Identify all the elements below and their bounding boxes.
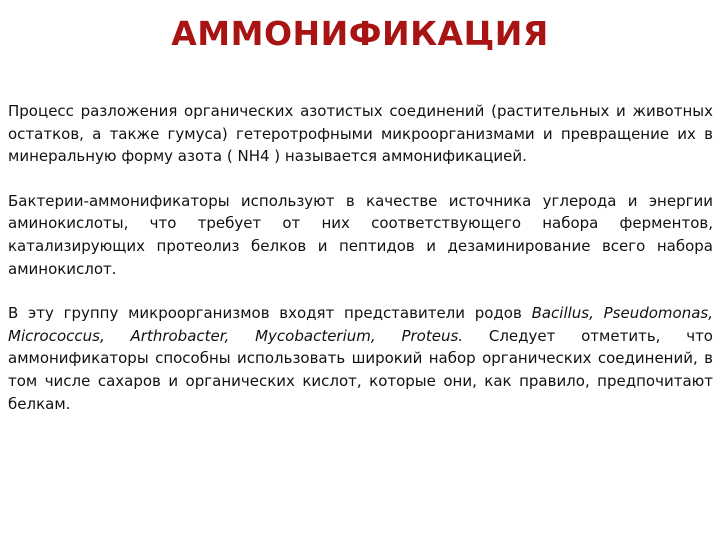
- paragraph-definition: Процесс разложения органических азотистых соединений (растительных и животных остатков, а также гумуса) гетеротрофными микроорганизмами и превращение их в минеральную форму азота ( NH4 ) называется аммонификацией.: [8, 102, 713, 166]
- paragraph-genera: [8, 302, 713, 415]
- paragraph-bacteria: Бактерии-аммонификаторы используют в качестве источника углерода и энергии аминокислоты, что требует от них соответствующего набора ферментов, катализирующих протеолиз белков и пептидов и дезаминирование всего набора аминокислот.: [8, 191, 713, 278]
- genus-bacillus: Bacillus,: [531, 304, 594, 323]
- genus-proteus: Proteus.: [401, 326, 464, 345]
- slide-body: [8, 100, 713, 415]
- genus-micrococcus: Micrococcus,: [8, 326, 105, 345]
- genus-pseudomonas: Pseudomonas,: [603, 304, 713, 323]
- genera-remark: Следует отметить, что аммонификаторы способны использовать широкий набор органических соединений, в том числе сахаров и органических кислот, которые они, как правило, предпочитают белкам.: [8, 326, 713, 413]
- genus-mycobacterium: Mycobacterium,: [255, 326, 376, 345]
- slide-title: АММОНИФИКАЦИЯ: [171, 14, 549, 53]
- genera-intro: В эту группу микроорганизмов входят представители родов: [8, 304, 522, 323]
- genus-arthrobacter: Arthrobacter,: [130, 326, 230, 345]
